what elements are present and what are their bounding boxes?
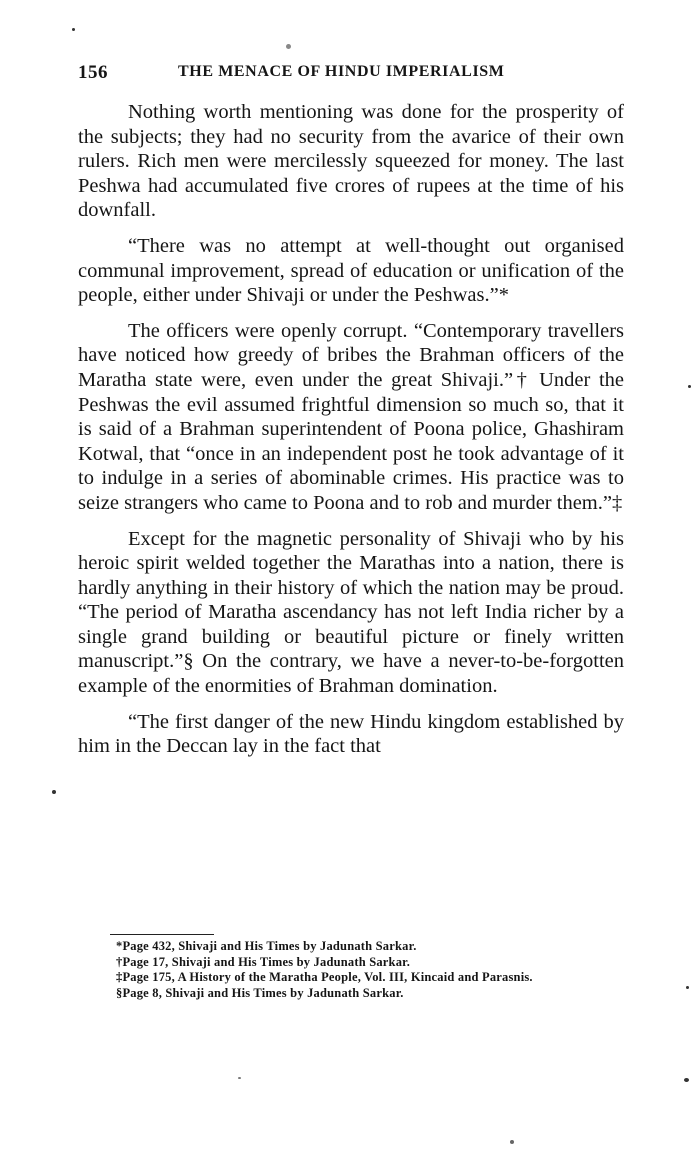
print-speck: [688, 385, 691, 388]
running-head: THE MENACE OF HINDU IMPERIALISM: [178, 63, 505, 80]
print-speck: [286, 44, 291, 49]
footnote-3: ‡Page 175, A History of the Maratha People, Vol. III, Kincaid and Parasnis.: [116, 970, 533, 984]
print-speck: [510, 1140, 514, 1144]
paragraph-4: Except for the magnetic personality of Shivaji who by his heroic spirit welded together the Marathas into a nation, there is hardly anything in their history of which the nation may be proud. “The period of Maratha ascendancy has not left India richer by a single grand building or beautiful picture or finely written manuscript.”§ On the contrary, we have a never-to-be-forgotten example of the enormities of Brahman domination.: [78, 527, 624, 698]
print-speck: [684, 1078, 689, 1082]
paragraph-3: The officers were openly corrupt. “Contemporary travellers have noticed how greedy of bribes the Brahman officers of the Maratha state were, even under the great Shivaji.”† Under the Peshwas the evil assumed frightful dimension so much so, that it is said of a Brahman superintendent of Poona police, Ghashiram Kotwal, that “once in an independent post he took advantage of it to indulge in a series of abominable crimes. His practice was to seize strangers who came to Poona and to rob and murder them.”‡: [78, 319, 624, 514]
print-speck: [686, 986, 689, 989]
paragraph-1: Nothing worth mentioning was done for the prosperity of the subjects; they had no security from the avarice of their own rulers. Rich men were mercilessly squeezed for money. The last Peshwa had accumulated five crores of rupees at the time of his downfall.: [78, 101, 624, 222]
print-speck: [52, 790, 56, 794]
footnote-4: §Page 8, Shivaji and His Times by Jadunath Sarkar.: [116, 985, 404, 1000]
paragraph-5: “The first danger of the new Hindu kingdom established by him in the Deccan lay in the fact that: [78, 710, 624, 758]
page-header: [78, 60, 626, 86]
print-speck: [238, 1077, 241, 1079]
print-speck: [72, 28, 75, 31]
body-text: [78, 100, 624, 770]
page-number: 156: [78, 62, 108, 83]
footnote-divider: [110, 934, 214, 935]
footnote-1: *Page 432, Shivaji and His Times by Jadunath Sarkar.: [116, 939, 417, 953]
paragraph-2: “There was no attempt at well-thought out organised communal improvement, spread of education or unification of the people, either under Shivaji or under the Peshwas.”*: [78, 234, 624, 307]
footnote-2: †Page 17, Shivaji and His Times by Jadunath Sarkar.: [116, 954, 411, 969]
footnotes: [80, 939, 628, 1001]
